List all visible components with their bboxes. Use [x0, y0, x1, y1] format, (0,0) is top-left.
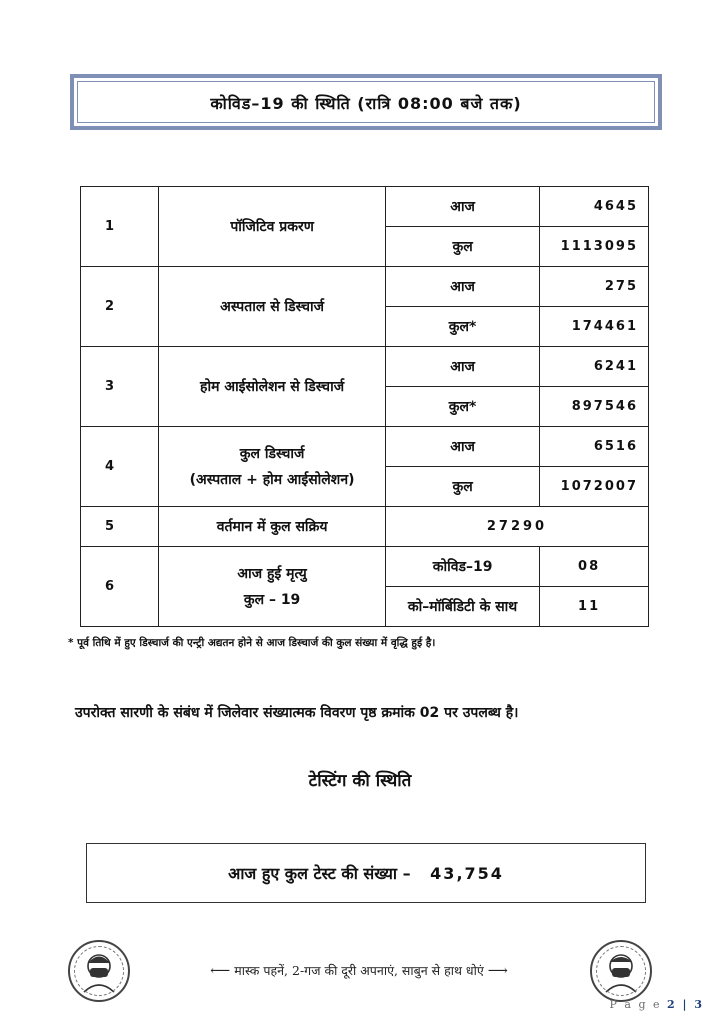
- arrow-right-icon: ⟶: [487, 963, 508, 979]
- sub-label: कुल*: [385, 307, 539, 347]
- row-item-line2: (अस्पताल + होम आईसोलेशन): [189, 471, 355, 488]
- banner-text: मास्क पहनें, 2-गज की दूरी अपनाएं, साबुन से हाथ धोएं: [234, 963, 484, 978]
- sub-label: आज: [385, 347, 539, 387]
- row-item-line2: कुल – 19: [243, 591, 301, 608]
- sub-value: 174461: [540, 307, 649, 347]
- masked-face-icon: [590, 940, 652, 1002]
- table-row: [81, 547, 649, 587]
- table-row: [81, 507, 649, 547]
- testing-heading: टेस्टिंग की स्थिति: [308, 771, 412, 791]
- sub-value: 897546: [540, 387, 649, 427]
- sub-label: कुल*: [385, 387, 539, 427]
- sub-label: कुल: [385, 467, 539, 507]
- masked-face-icon: [68, 940, 130, 1002]
- page-value: 2 | 3: [667, 998, 704, 1011]
- footnote: * पूर्व तिथि में हुए डिस्चार्ज की एन्ट्री अद्यतन होने से आज डिस्चार्ज की कुल संख्या में वृद्धि हुई है।: [68, 637, 436, 649]
- title-box: [70, 74, 662, 130]
- sub-label: आज: [385, 427, 539, 467]
- testing-line: [87, 862, 645, 884]
- row-item: [159, 547, 386, 627]
- awareness-banner: [64, 940, 654, 1000]
- sub-value: 6241: [540, 347, 649, 387]
- row-serial: 6: [81, 547, 159, 627]
- row-serial: 5: [81, 507, 159, 547]
- row-item-line1: आज हुई मृत्यु: [237, 565, 307, 582]
- sub-value: 08: [540, 547, 649, 587]
- row-item: [159, 427, 386, 507]
- table-row: [81, 427, 649, 467]
- sub-value: 275: [540, 267, 649, 307]
- row-serial: 1: [81, 187, 159, 267]
- sub-label: कुल: [385, 227, 539, 267]
- reference-note: उपरोक्त सारणी के संबंध में जिलेवार संख्यात्मक विवरण पृष्ठ क्रमांक 02 पर उपलब्ध है।: [75, 705, 519, 721]
- sub-value: 1072007: [540, 467, 649, 507]
- sub-value: 6516: [540, 427, 649, 467]
- row-item: वर्तमान में कुल सक्रिय: [159, 507, 386, 547]
- row-value: 27290: [385, 507, 648, 547]
- row-item: अस्पताल से डिस्चार्ज: [159, 267, 386, 347]
- testing-label: आज हुए कुल टेस्ट की संख्या –: [228, 864, 411, 883]
- sub-label: आज: [385, 187, 539, 227]
- row-item-line1: कुल डिस्चार्ज: [239, 445, 305, 462]
- covid-status-table: [80, 186, 649, 627]
- testing-box: [86, 843, 646, 903]
- row-item: पॉजिटिव प्रकरण: [159, 187, 386, 267]
- sub-value: 1113095: [540, 227, 649, 267]
- table-row: [81, 187, 649, 227]
- row-serial: 2: [81, 267, 159, 347]
- row-serial: 4: [81, 427, 159, 507]
- row-item: होम आईसोलेशन से डिस्चार्ज: [159, 347, 386, 427]
- sub-value: 4645: [540, 187, 649, 227]
- sub-label: को–मॉर्बिडिटी के साथ: [385, 587, 539, 627]
- sub-value: 11: [540, 587, 649, 627]
- row-serial: 3: [81, 347, 159, 427]
- sub-label: कोविड–19: [385, 547, 539, 587]
- page-title: कोविड–19 की स्थिति (रात्रि 08:00 बजे तक): [210, 94, 522, 113]
- sub-label: आज: [385, 267, 539, 307]
- page-label: P a g e: [609, 998, 662, 1011]
- testing-value: 43,754: [430, 864, 504, 883]
- table-row: [81, 347, 649, 387]
- arrow-left-icon: ⟵: [210, 963, 231, 979]
- table-row: [81, 267, 649, 307]
- page-number: [610, 998, 704, 1011]
- banner-line: [144, 962, 574, 979]
